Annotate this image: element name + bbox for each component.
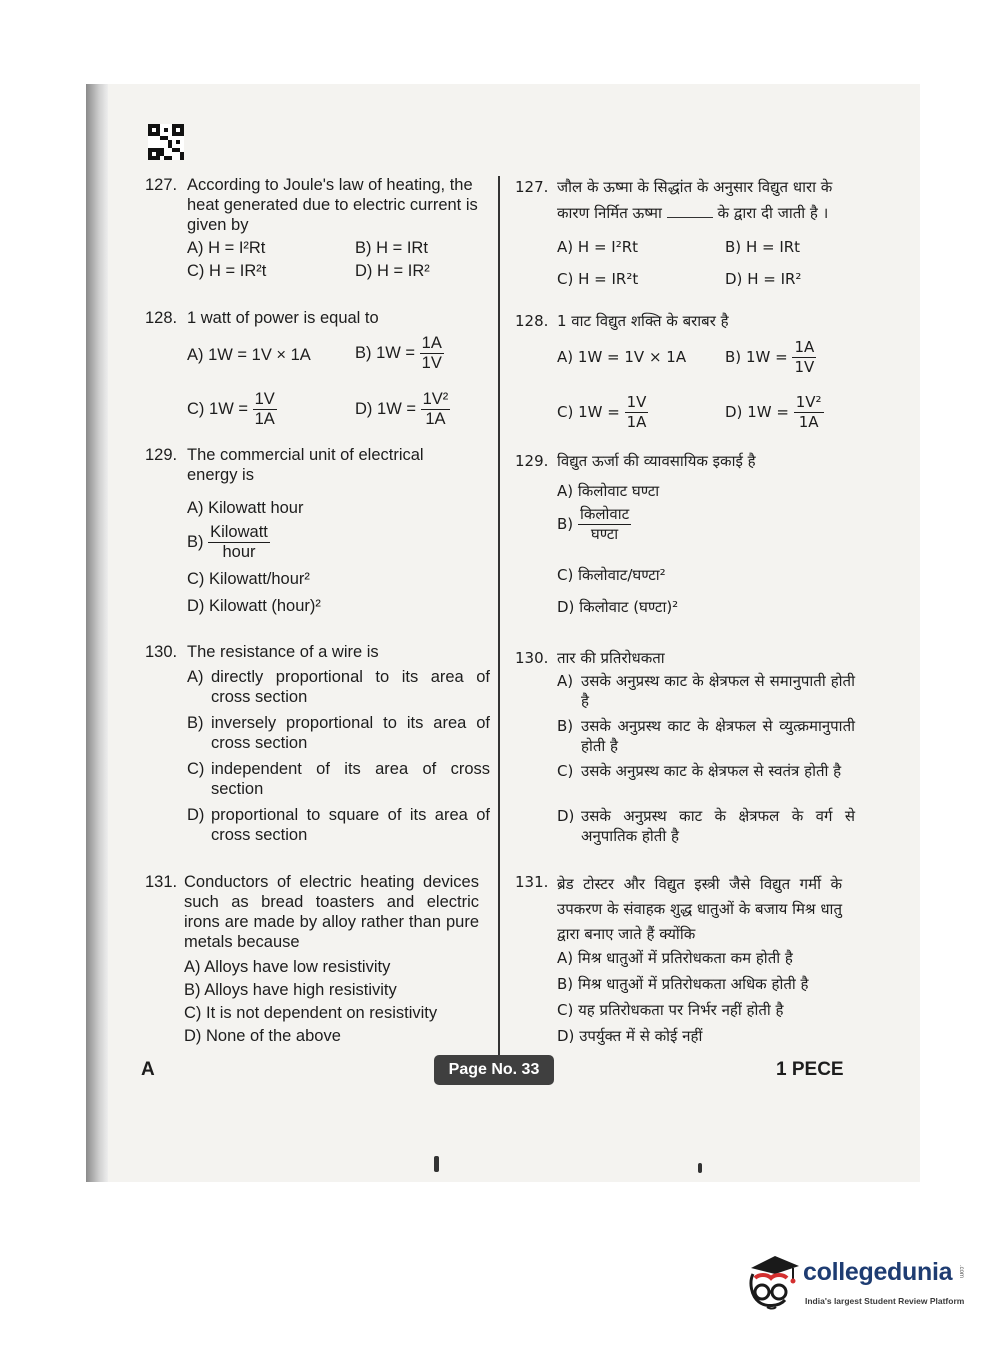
question-text: According to Joule's law of heating, the heat generated due to electric current is given by bbox=[187, 176, 478, 234]
option-d: D) H = IR² bbox=[725, 270, 802, 288]
option-c: C) 1W = $\frac{1V}{1A}$ bbox=[557, 393, 647, 431]
option-b: B) Alloys have high resistivity bbox=[184, 981, 397, 999]
page-number-badge: Page No. 33 bbox=[434, 1055, 554, 1085]
brand-name: collegedunia bbox=[803, 1258, 953, 1286]
option-c: C) independent of its area of cross section bbox=[187, 760, 490, 798]
option-c: C) H = IR²t bbox=[187, 262, 267, 280]
option-b: B) 1W = $\frac{1A}{1V}$ bbox=[725, 338, 815, 376]
page-edge-shadow bbox=[86, 84, 108, 1182]
option-d: D) किलोवाट (घण्टा)² bbox=[557, 598, 679, 616]
option-a: A) Kilowatt hour bbox=[187, 499, 304, 517]
option-c: C) H = IR²t bbox=[557, 270, 639, 288]
option-b: B) $\frac{\text{किलोवाट}}{\text{घण्टा}}$ bbox=[557, 505, 630, 543]
option-a: A) मिश्र धातुओं में प्रतिरोधकता कम होती है bbox=[557, 949, 793, 967]
option-c: C) किलोवाट/घण्टा² bbox=[557, 566, 666, 584]
question-130: 130. The resistance of a wire is A) directly proportional to its area of cross section B) inversely proportional to its area of cross section C) independent of its area of cross section D) proportional to square of its area of cross section bbox=[145, 643, 490, 844]
option-b: B) H = IRt bbox=[355, 239, 428, 257]
question-text: The resistance of a wire is bbox=[187, 643, 379, 661]
question-128: 128. 1 watt of power is equal to A) 1W = 1V × 1A B) 1W = $\frac{1A}{1V}$ C) 1W = $\frac{1V}{1A}$ D) 1W = $\frac{\text{1V²}}{1A}$ bbox=[145, 308, 490, 328]
fraction: $\frac{\text{Kilowatt}}{\text{hour}}$ bbox=[210, 523, 268, 561]
question-131-hindi: 131. ब्रेड टोस्टर और विद्युत इस्त्री जैसे विद्युत गर्मी के उपकरण के संवाहक शुद्ध धातुओं के बजाय मिश्र धातु द्वारा बनाए जाते हैं क्योंकि A) मिश्र धातुओं में प्रतिरोधकता कम होती है B) मिश्र धातुओं में प्रतिरोधकता अधिक होती है C) यह प्रतिरोधकता पर निर्भर नहीं होती है D) उपर्युक्त में से कोई नहीं bbox=[515, 873, 842, 1045]
option-a: A) 1W = 1V × 1A bbox=[557, 348, 687, 366]
scan-mark bbox=[698, 1163, 702, 1173]
option-b: B) inversely proportional to its area of cross section bbox=[187, 714, 490, 752]
question-text: 1 watt of power is equal to bbox=[187, 309, 379, 327]
brand-domain: .com bbox=[958, 1265, 964, 1279]
column-divider bbox=[498, 176, 500, 1056]
fraction: $\frac{\text{1V²}}{1A}$ bbox=[795, 393, 822, 431]
fraction: $\frac{1A}{1V}$ bbox=[421, 334, 442, 372]
option-c: C) It is not dependent on resistivity bbox=[184, 1004, 438, 1022]
question-text: Conductors of electric heating devices such as bread toasters and electric irons are made by alloy rather than pure metals because bbox=[184, 873, 479, 951]
question-128-hindi: 128. 1 वाट विद्युत शक्ति के बराबर है A) 1W = 1V × 1A B) 1W = $\frac{1A}{1V}$ C) 1W = $\frac{1V}{1A}$ D) 1W = $\frac{\text{1V²}}{1A}$ bbox=[515, 311, 855, 331]
option-d: D) None of the above bbox=[184, 1027, 341, 1045]
option-d: D) उसके अनुप्रस्थ काट के क्षेत्रफल के वर्ग से अनुपातिक होती है bbox=[557, 807, 855, 845]
option-c: C) यह प्रतिरोधकता पर निर्भर नहीं होती है bbox=[557, 1001, 784, 1019]
answer-blank bbox=[667, 217, 713, 218]
question-127: 127. According to Joule's law of heating, the heat generated due to electric current is given by A) H = I²Rt B) H = IRt C) H = IR²t D) H = IR² bbox=[145, 175, 490, 235]
brand-tagline: India's largest Student Review Platform bbox=[805, 1296, 965, 1306]
option-d: D) H = IR² bbox=[355, 262, 430, 280]
option-c: C) 1W = $\frac{1V}{1A}$ bbox=[187, 390, 275, 428]
option-a: A) H = I²Rt bbox=[187, 239, 266, 257]
option-b: B) मिश्र धातुओं में प्रतिरोधकता अधिक होती है bbox=[557, 975, 809, 993]
option-b: B) उसके अनुप्रस्थ काट के क्षेत्रफल से व्युत्क्रमानुपाती होती है bbox=[557, 717, 855, 755]
fraction: $\frac{1V}{1A}$ bbox=[626, 393, 647, 431]
option-b: B) 1W = $\frac{1A}{1V}$ bbox=[355, 334, 442, 372]
fraction: $\frac{1V}{1A}$ bbox=[254, 390, 275, 428]
option-a: A) Alloys have low resistivity bbox=[184, 958, 391, 976]
option-d: D) proportional to square of its area of cross section bbox=[187, 806, 490, 844]
question-130-hindi: 130. तार की प्रतिरोधकता A) उसके अनुप्रस्थ काट के क्षेत्रफल से समानुपाती होती है B) उसके अनुप्रस्थ काट के क्षेत्रफल से व्युत्क्रमानुपाती होती है C) उसके अनुप्रस्थ काट के क्षेत्रफल से स्वतंत्र होती है D) उसके अनुप्रस्थ काट के क्षेत्रफल के वर्ग से अनुपातिक होती है bbox=[515, 649, 855, 845]
option-a: A) 1W = 1V × 1A bbox=[187, 346, 311, 364]
question-127-hindi: 127. जौल के ऊष्मा के सिद्धांत के अनुसार विद्युत धारा के कारण निर्मित ऊष्मा के द्वारा दी जाती है । A) H = I²Rt B) H = IRt C) H = IR²t D) H = IR² bbox=[515, 177, 855, 223]
question-text: तार की प्रतिरोधकता bbox=[557, 649, 665, 667]
option-b: B) H = IRt bbox=[725, 238, 801, 256]
option-c: C) उसके अनुप्रस्थ काट के क्षेत्रफल से स्वतंत्र होती है bbox=[557, 762, 842, 780]
qr-code-icon bbox=[148, 123, 184, 161]
option-d: D) Kilowatt (hour)² bbox=[187, 597, 321, 615]
option-d: D) 1W = $\frac{\text{1V²}}{1A}$ bbox=[725, 393, 822, 431]
option-c: C) Kilowatt/hour² bbox=[187, 570, 310, 588]
option-d: D) उपर्युक्त में से कोई नहीं bbox=[557, 1027, 703, 1045]
question-text: The commercial unit of electrical energy is bbox=[187, 446, 424, 484]
scan-mark bbox=[434, 1156, 439, 1172]
option-d: D) 1W = $\frac{\text{1V²}}{1A}$ bbox=[355, 390, 449, 428]
fraction: $\frac{1A}{1V}$ bbox=[794, 338, 815, 376]
option-b: B) $\frac{\text{Kilowatt}}{\text{hour}}$ bbox=[187, 523, 268, 561]
option-a: A) किलोवाट घण्टा bbox=[557, 482, 660, 500]
option-a: A) H = I²Rt bbox=[557, 238, 639, 256]
question-129-hindi: 129. विद्युत ऊर्जा की व्यावसायिक इकाई है A) किलोवाट घण्टा B) $\frac{\text{किलोवाट}}{\text{घण्टा}}$ C) किलोवाट/घण्टा² D) किलोवाट (घण्टा)² bbox=[515, 451, 855, 471]
collegedunia-logo bbox=[745, 1252, 975, 1316]
fraction: $\frac{\text{1V²}}{1A}$ bbox=[422, 390, 449, 428]
question-129: 129. The commercial unit of electrical energy is A) Kilowatt hour B) $\frac{\text{Kilowatt}}{\text{hour}}$ C) Kilowatt/hour² D) Kilowatt (hour)² bbox=[145, 445, 490, 485]
paper-code: 1 PECE bbox=[776, 1059, 844, 1080]
question-text: 1 वाट विद्युत शक्ति के बराबर है bbox=[557, 312, 729, 330]
question-text: विद्युत ऊर्जा की व्यावसायिक इकाई है bbox=[557, 452, 756, 470]
question-text: ब्रेड टोस्टर और विद्युत इस्त्री जैसे विद्युत गर्मी के उपकरण के संवाहक शुद्ध धातुओं के बजाय मिश्र धातु द्वारा बनाए जाते हैं क्योंकि bbox=[557, 875, 842, 943]
option-a: A) directly proportional to its area of cross section bbox=[187, 668, 490, 706]
fraction: $\frac{\text{किलोवाट}}{\text{घण्टा}}$ bbox=[579, 505, 630, 543]
question-131: 131. Conductors of electric heating devices such as bread toasters and electric irons are made by alloy rather than pure metals because A) Alloys have low resistivity B) Alloys have high resistivity C) It is not dependent on resistivity D) None of the above bbox=[145, 873, 479, 1045]
option-a: A) उसके अनुप्रस्थ काट के क्षेत्रफल से समानुपाती होती है bbox=[557, 672, 855, 710]
mascot-icon bbox=[745, 1252, 801, 1312]
series-label: A bbox=[141, 1059, 155, 1080]
question-text: जौल के ऊष्मा के सिद्धांत के अनुसार विद्युत धारा के कारण निर्मित ऊष्मा के द्वारा दी जाती है । bbox=[557, 178, 833, 222]
